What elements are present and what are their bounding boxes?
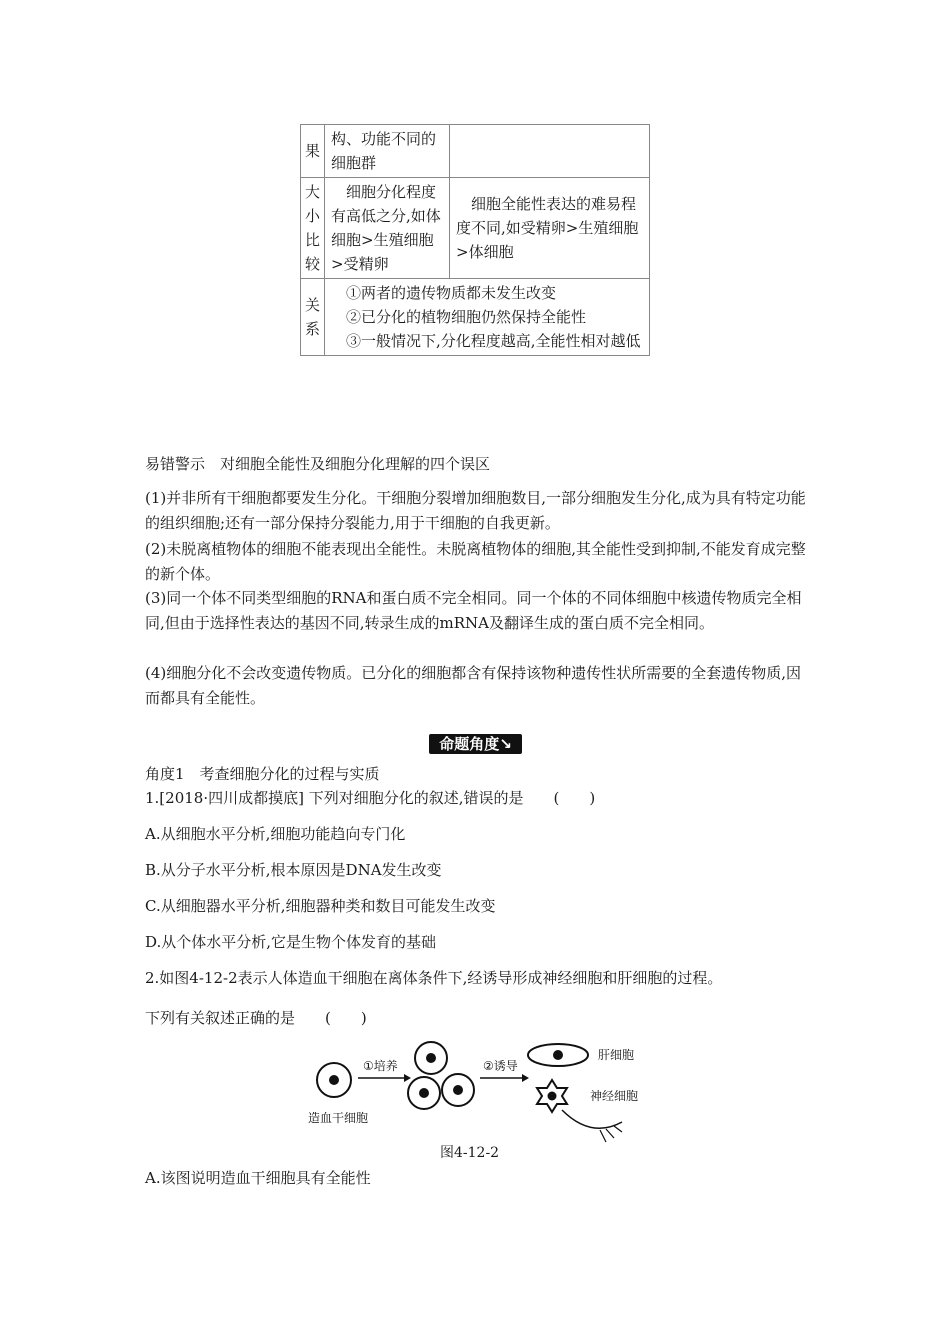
cell-differentiation-degree: 细胞分化程度有高低之分,如体细胞>生殖细胞>受精卵 (325, 178, 450, 279)
relation-line-3: ③一般情况下,分化程度越高,全能性相对越低 (346, 332, 641, 350)
question-2-stem-line-1: 2.如图4-12-2表示人体造血干细胞在离体条件下,经诱导形成神经细胞和肝细胞的过程。 (145, 969, 723, 987)
warning-item-1: (1)并非所有干细胞都要发生分化。干细胞分裂增加细胞数目,一部分细胞发生分化,成为具有特定功能的组织细胞;还有一部分保持分裂能力,用于干细胞的自我更新。 (145, 489, 806, 532)
cell-totipotency-degree: 细胞全能性表达的难易程度不同,如受精卵>生殖细胞>体细胞 (450, 178, 650, 279)
stem-cell-icon (317, 1063, 351, 1097)
cell-totipotency-result (450, 125, 650, 178)
warning-item-4: (4)细胞分化不会改变遗传物质。已分化的细胞都含有保持该物种遗传性状所需要的全套遗传物质,因而都具有全能性。 (145, 664, 802, 707)
relation-line-2: ②已分化的植物细胞仍然保持全能性 (346, 308, 587, 326)
question-1-option-d: D.从个体水平分析,它是生物个体发育的基础 (145, 933, 437, 951)
figure-caption: 图4-12-2 (440, 1145, 500, 1161)
label-step-culture: ①培养 (363, 1059, 398, 1073)
question-1-stem: 1.[2018·四川成都摸底] 下列对细胞分化的叙述,错误的是 ( ) (145, 789, 596, 807)
warning-item-2: (2)未脱离植物体的细胞不能表现出全能性。未脱离植物体的细胞,其全能性受到抑制,不能发育成完整的新个体。 (145, 540, 806, 583)
question-1-option-b: B.从分子水平分析,根本原因是DNA发生改变 (145, 861, 442, 879)
arrow-induce-icon (480, 1074, 529, 1082)
section-badge: 命题角度↘ (429, 734, 522, 754)
comparison-table (300, 124, 650, 356)
question-1-option-a: A.从细胞水平分析,细胞功能趋向专门化 (145, 825, 406, 843)
cell-relation (325, 279, 650, 356)
angle-heading: 角度1 考查细胞分化的过程与实质 (145, 765, 380, 783)
table-row (301, 178, 650, 279)
label-step-induce: ②诱导 (483, 1059, 518, 1073)
cell-cluster-icon (408, 1042, 474, 1109)
relation-line-1: ①两者的遗传物质都未发生改变 (346, 284, 557, 302)
table-row (301, 279, 650, 356)
row-header-result: 果 (301, 125, 325, 178)
label-liver-cell: 肝细胞 (598, 1048, 635, 1062)
question-2-option-a: A.该图说明造血干细胞具有全能性 (145, 1169, 371, 1187)
question-1-option-c: C.从细胞器水平分析,细胞器种类和数目可能发生改变 (145, 897, 496, 915)
table-row (301, 125, 650, 178)
cell-differentiation-figure (300, 1030, 660, 1145)
warning-item-3: (3)同一个体不同类型细胞的RNA和蛋白质不完全相同。同一个体的不同体细胞中核遗传物质完全相同,但由于选择性表达的基因不同,转录生成的mRNA及翻译生成的蛋白质不完全相同。 (145, 589, 802, 632)
label-stem-cell: 造血干细胞 (308, 1111, 369, 1125)
cell-differentiation-result: 构、功能不同的细胞群 (325, 125, 450, 178)
label-nerve-cell: 神经细胞 (590, 1089, 639, 1103)
row-header-size-compare: 大小比较 (301, 178, 325, 279)
arrow-culture-icon (358, 1074, 411, 1082)
question-2-stem-line-2: 下列有关叙述正确的是 ( ) (145, 1009, 367, 1027)
warning-title: 易错警示 对细胞全能性及细胞分化理解的四个误区 (145, 455, 491, 473)
row-header-relation: 关系 (301, 279, 325, 356)
liver-cell-icon (528, 1044, 588, 1066)
